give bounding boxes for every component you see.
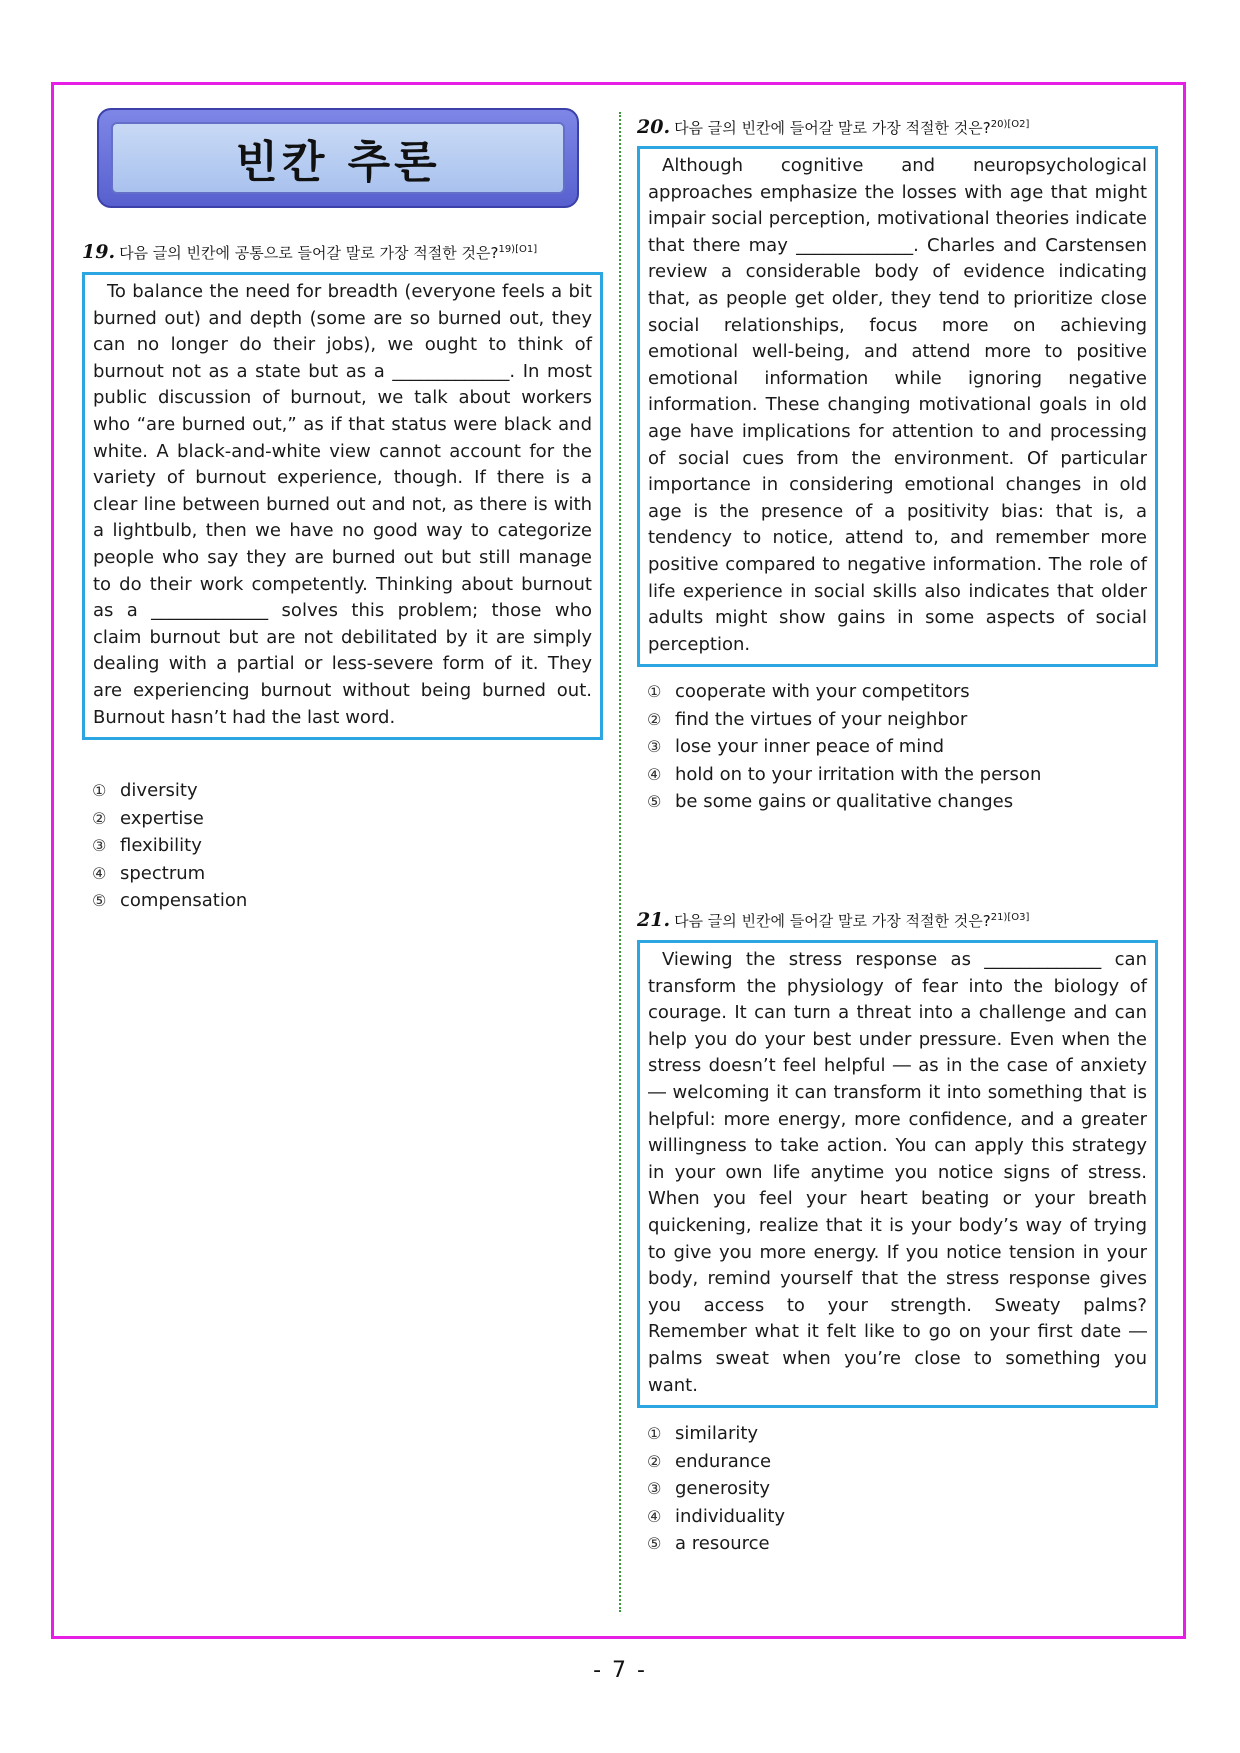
question-21-option-1[interactable] [647, 1420, 785, 1448]
option-text: generosity [675, 1478, 771, 1499]
option-text: endurance [675, 1450, 772, 1472]
option-marker: ④ [92, 863, 107, 883]
question-19-passage-box [82, 272, 603, 740]
question-21-prompt: 다음 글의 빈칸에 들어갈 말로 가장 적절한 것은? [674, 912, 991, 930]
question-21-option-5[interactable] [647, 1530, 785, 1558]
option-marker: ③ [92, 836, 107, 855]
question-20-option-2[interactable] [647, 706, 1041, 734]
option-text: individuality [675, 1505, 786, 1527]
option-text: a resource [675, 1533, 770, 1554]
option-marker: ② [647, 1451, 662, 1471]
question-21-passage: Viewing the stress response as _____________ can transform the physiology of fear into the biology of courage. It can turn a threat into a challenge and can help you do your best under pressure. Even when the stress doesn’t feel helpful ― as in the case of anxiety ― welcoming it can transform it into something that is helpful: more energy, more confidence, and a greater willingness to take action. You can apply this strategy in your own life anytime you notice signs of stress. When you feel your heart beating or your breath quickening, realize that it is your body’s way of trying to give you more energy. If you notice tension in your body, remind yourself that the stress response gives you access to your strength. Sweaty palms? Remember what it felt like to go on your first date ― palms sweat when you’re close to something you want. [648, 949, 1147, 1396]
option-text: flexibility [120, 835, 202, 856]
question-19-passage: To balance the need for breadth (everyone feels a bit burned out) and depth (some are so burned out, they can no longer do their jobs), we ought to think of burnout not as a state but as a _____________. In most public discussion of burnout, we talk about workers who “are burned out,” as if that status were black and white. A black-and-white view cannot account for the variety of burnout experience, though. If there is a clear line between burned out and not, as there is with a lightbulb, then we have no good way to categorize people who say they are burned out but still manage to do their work competently. Thinking about burnout as a _____________ solves this problem; those who claim burnout but are not debilitated by it are simply dealing with a partial or less-severe form of it. They are experiencing burnout without being burned out. Burnout hasn’t had the last word. [93, 281, 592, 728]
question-19-option-2[interactable] [92, 805, 247, 833]
option-marker: ① [647, 682, 662, 701]
option-text: similarity [675, 1423, 759, 1444]
question-19-ref: 19)[O1] [498, 244, 538, 255]
question-20-passage-box [637, 146, 1158, 667]
option-marker: ① [647, 1424, 662, 1443]
option-text: compensation [120, 890, 248, 911]
question-20-option-4[interactable] [647, 761, 1041, 789]
question-19-options [92, 777, 247, 915]
question-19-option-5[interactable] [92, 887, 247, 915]
question-21-passage-box [637, 940, 1158, 1408]
question-21-ref: 21)[O3] [990, 912, 1030, 923]
question-20-passage: Although cognitive and neuropsychological approaches emphasize the losses with age that might impair social perception, motivational theories indicate that there may _____________. Charles and Carstensen review a considerable body of evidence indicating that, as people get older, they tend to prioritize close social relationships, focus more on achieving emotional well-being, and attend more to positive emotional information while ignoring negative information. These changing motivational goals in old age have implications for attention to and processing of social cues from the environment. Of particular importance in considering emotional changes in old age is the presence of a positivity bias: that is, a tendency to notice, attend to, and remember more positive compared to negative information. The role of life experience in social skills also indicates that older adults might show gains in some aspects of social perception. [648, 155, 1147, 655]
option-marker: ② [92, 808, 107, 828]
option-text: lose your inner peace of mind [675, 736, 945, 757]
section-title-plate [111, 122, 565, 194]
question-20-option-5[interactable] [647, 788, 1041, 816]
question-20-prompt: 다음 글의 빈칸에 들어갈 말로 가장 적절한 것은? [674, 119, 991, 137]
question-19-option-1[interactable] [92, 777, 247, 805]
option-marker: ③ [647, 1479, 662, 1498]
option-marker: ① [92, 781, 107, 800]
question-20-options [647, 678, 1041, 816]
option-marker: ② [647, 709, 662, 729]
option-marker: ④ [647, 764, 662, 784]
option-marker: ⑤ [647, 792, 662, 811]
question-20-option-3[interactable] [647, 733, 1041, 761]
question-19-option-3[interactable] [92, 832, 247, 860]
question-21-heading [637, 909, 1029, 931]
section-title: 빈칸 추론 [235, 137, 441, 188]
option-text: expertise [120, 807, 204, 829]
option-marker: ⑤ [647, 1534, 662, 1553]
option-text: diversity [120, 780, 198, 801]
question-19-heading [82, 241, 537, 263]
question-21-options [647, 1420, 785, 1558]
question-20-option-1[interactable] [647, 678, 1041, 706]
question-19-number: 19. [82, 241, 116, 263]
option-text: spectrum [120, 862, 206, 884]
question-21-option-3[interactable] [647, 1475, 785, 1503]
option-text: be some gains or qualitative changes [675, 791, 1014, 812]
question-19-prompt: 다음 글의 빈칸에 공통으로 들어갈 말로 가장 적절한 것은? [119, 244, 499, 262]
question-21-option-4[interactable] [647, 1503, 785, 1531]
question-20-number: 20. [637, 116, 671, 138]
option-marker: ④ [647, 1506, 662, 1526]
question-19-option-4[interactable] [92, 860, 247, 888]
section-title-banner [97, 108, 579, 208]
question-20-ref: 20)[O2] [990, 119, 1030, 130]
question-21-number: 21. [637, 909, 671, 931]
option-text: find the virtues of your neighbor [675, 708, 968, 730]
question-20-heading [637, 116, 1029, 138]
option-marker: ③ [647, 737, 662, 756]
page-number: - 7 - [593, 1658, 647, 1683]
option-text: cooperate with your competitors [675, 681, 970, 702]
column-divider [619, 112, 621, 1612]
option-text: hold on to your irritation with the person [675, 763, 1042, 785]
question-21-option-2[interactable] [647, 1448, 785, 1476]
option-marker: ⑤ [92, 891, 107, 910]
